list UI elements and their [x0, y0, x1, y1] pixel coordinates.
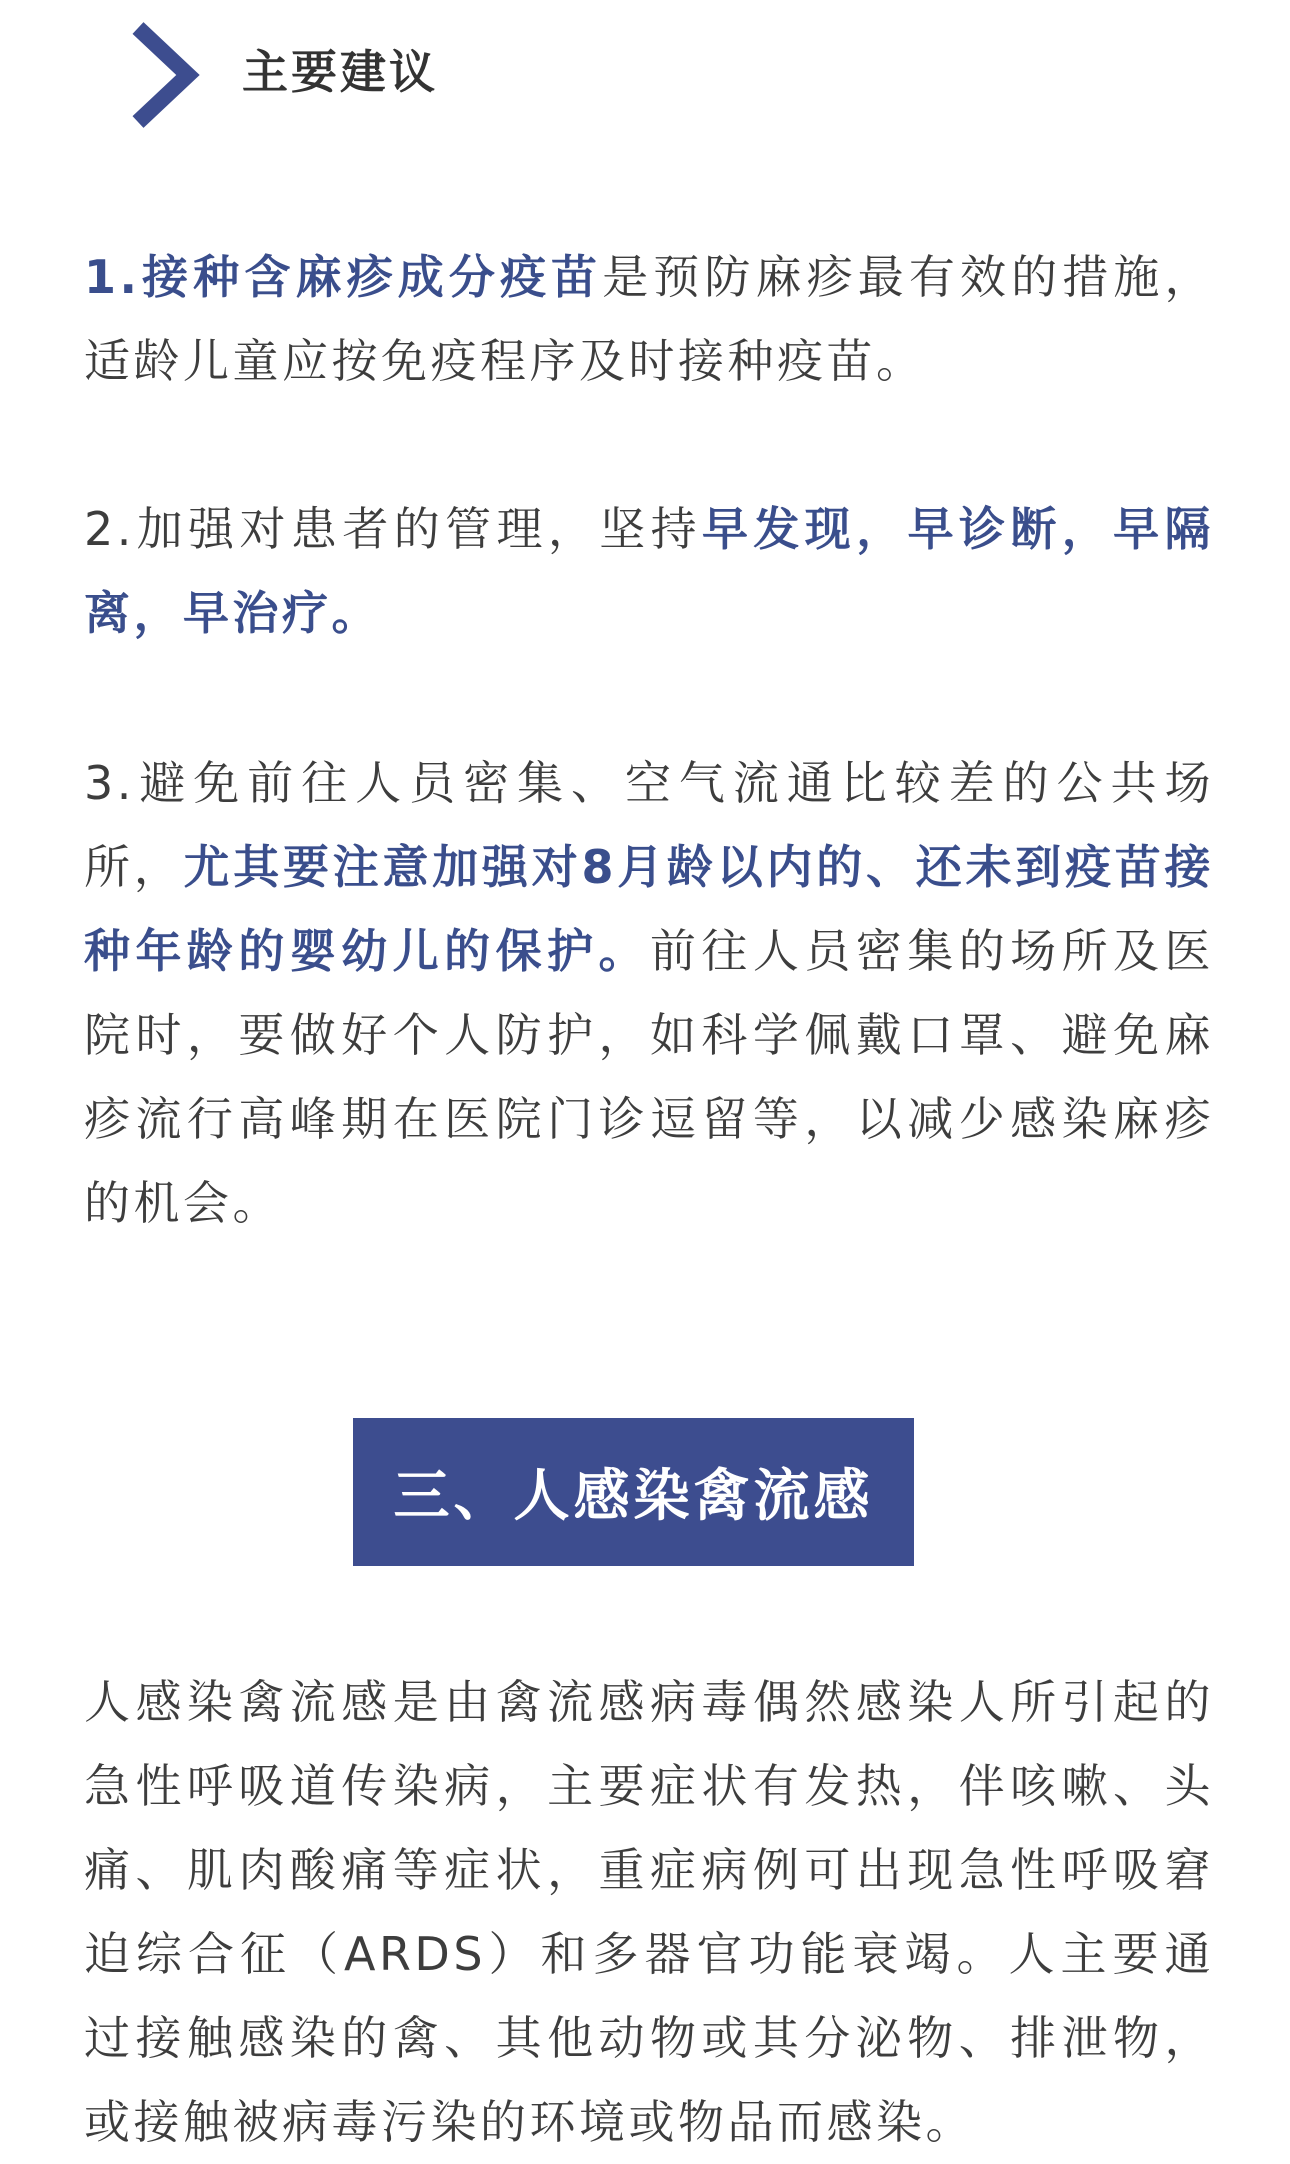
- suggestion-2-text: 2.加强对患者的管理，坚持: [84, 502, 703, 556]
- section-header: [0, 0, 1290, 140]
- header-title: 主要建议: [242, 45, 438, 99]
- suggestion-2: [84, 487, 1214, 655]
- suggestion-1-text: 是预防麻疹最有效的措施，适龄儿童应按免疫程序及时接种疫苗。: [84, 250, 1215, 388]
- suggestion-2-highlight: 早发现，早诊断，早隔离，早治疗。: [84, 502, 1215, 640]
- suggestion-1: [84, 235, 1214, 403]
- section-banner: [353, 1418, 914, 1566]
- suggestion-3-highlight: 尤其要注意加强对8月龄以内的、还未到疫苗接种年龄的婴幼儿的保护。: [84, 840, 1214, 978]
- suggestion-3: [84, 741, 1214, 1245]
- suggestion-3-text-a: 3.避免前往人员密集、空气流通比较差的公共场所，: [84, 756, 1214, 894]
- suggestion-1-highlight: 1.接种含麻疹成分疫苗: [84, 250, 603, 304]
- suggestion-3-text-b: 前往人员密集的场所及医院时，要做好个人防护，如科学佩戴口罩、避免麻疹流行高峰期在医院门诊逗留等，以减少感染麻疹的机会。: [84, 924, 1215, 1230]
- chevron-right-icon: [128, 22, 200, 128]
- avian-flu-paragraph: [84, 1660, 1214, 2164]
- section-title: 三、人感染禽流感: [393, 1464, 874, 1529]
- avian-flu-text: 人感染禽流感是由禽流感病毒偶然感染人所引起的急性呼吸道传染病，主要症状有发热，伴咳嗽、头痛、肌肉酸痛等症状，重症病例可出现急性呼吸窘迫综合征（ARDS）和多器官功能衰竭。人主要通过接触感染的禽、其他动物或其分泌物、排泄物，或接触被病毒污染的环境或物品而感染。: [84, 1675, 1214, 2149]
